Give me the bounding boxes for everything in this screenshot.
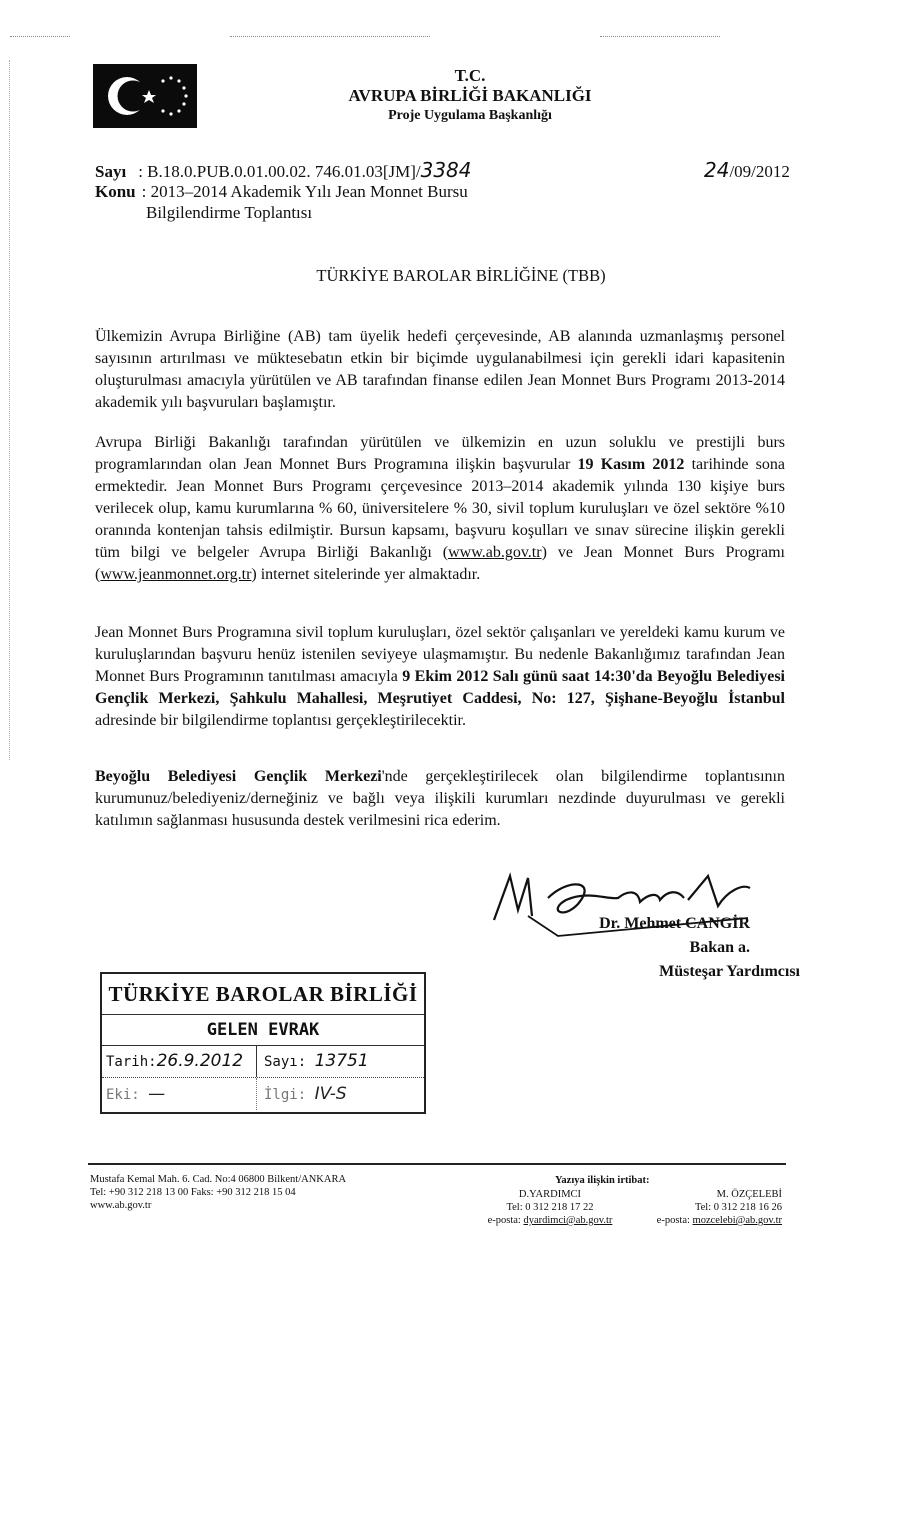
body-paragraph-4 [95, 766, 785, 832]
p3-text-a: Jean Monnet Burs Programına sivil toplum kuruluşları, özel sektör çalışanları ve yereldeki kamu kurum ve kuruluşlarından başvuru henüz istenilen seviyeye ulaşmamıştır. Bu nedenle Bakanlığımız tarafından Jean Monnet Burs Programının tanıtılması amacıyla [95, 624, 785, 685]
contact-1-name: D.YARDIMCI [518, 1189, 582, 1200]
footer-phones: Tel: +90 312 218 13 00 Faks: +90 312 218 15 04 [90, 1187, 296, 1198]
date-printed: /09/2012 [729, 162, 790, 181]
body-paragraph-3 [95, 622, 785, 732]
p2-deadline-date: 19 Kasım 2012 [577, 456, 685, 473]
footer-website[interactable]: www.ab.gov.tr [90, 1200, 152, 1211]
stamp-ilgi-label: İlgi: [264, 1087, 307, 1103]
sayi-handwritten: 3384 [420, 158, 472, 182]
sayi-label: Sayı [95, 162, 127, 181]
ministry-emblem-logo [93, 64, 197, 128]
p2-text-g: ) internet sitelerinde yer almaktadır. [251, 566, 481, 583]
footer-contact-1 [480, 1188, 620, 1227]
p3-text-c: adresinde bir bilgilendirme toplantısı gerçekleştirilecektir. [95, 712, 466, 729]
p4-text-b: 'nde gerçekleştirilecek olan bilgilendirme toplantısının kurumunuz/belediyeniz/derneğiniz ve bağlı veya ilişkili kurumları nezdinde duyurulması ve gerekli katılımın sağlanması hususunda destek verilmesini rica ederim. [95, 768, 785, 829]
p2-text-a: Avrupa Birliği Bakanlığı tarafından yürütülen ve ülkemizin en uzun soluklu ve prestijli burs programlarından olan Jean Monnet Burs Programına ilişkin başvurular [95, 434, 785, 473]
stamp-sayi-value: 13751 [314, 1051, 369, 1071]
scan-artifact [230, 36, 430, 37]
body-paragraph-1: Ülkemizin Avrupa Birliğine (AB) tam üyelik hedefi çerçevesinde, AB alanında uzmanlaşmış personel sayısının artırılması ve müktesebatın etkin bir biçimde uygulanabilmesi için gerekli idari kapasitenin oluşturulması amacıyla yürütülen ve AB tarafından finanse edilen Jean Monnet Burs Programı 2013-2014 akademik yılı başvuruları başlamıştır. [95, 328, 785, 411]
reference-konu-row [95, 181, 468, 202]
link-ab-gov[interactable]: www.ab.gov.tr [448, 544, 542, 561]
stamp-tarih-value: 26.9.2012 [156, 1051, 244, 1071]
p4-venue: Beyoğlu Belediyesi Gençlik Merkezi [95, 768, 382, 785]
stamp-eki-label: Eki: [106, 1087, 140, 1103]
stamp-eki-value: — [148, 1084, 166, 1104]
header-department: Proje Uygulama Başkanlığı [388, 108, 552, 123]
contact-2-name: M. ÖZÇELEBİ [716, 1189, 782, 1200]
stamp-sayi-label: Sayı: [264, 1054, 307, 1070]
signatory-title: Müsteşar Yardımcısı [659, 963, 800, 980]
stamp-row-eki-ilgi [102, 1078, 424, 1110]
sayi-value: : B.18.0.PUB.0.01.00.02. 746.01.03[JM]/ [138, 162, 421, 181]
contact-2-email[interactable]: mozcelebi@ab.gov.tr [692, 1215, 782, 1226]
scan-artifact [10, 36, 70, 37]
contact-2-email-label: e-posta: [656, 1215, 690, 1226]
stamp-row-tarih-sayi [102, 1045, 424, 1078]
reference-sayi-row [95, 160, 472, 182]
scan-artifact [9, 60, 10, 760]
footer-address: Mustafa Kemal Mah. 6. Cad. No:4 06800 Bilkent/ANKARA [90, 1174, 347, 1185]
konu-line-1: : 2013–2014 Akademik Yılı Jean Monnet Bursu [141, 182, 468, 201]
p2-text-c: tarihinde sona ermektedir. Jean Monnet Burs Programı çerçevesince 2013–2014 akademik yılında 130 kişiye burs verilecek olup, kamu kurumlarına % 60, üniversitelere % 30, sivil toplum kuruluşları ve özel sektöre %10 oranında kontenjan tahsis edilmiştir. Bursun kapsamı, başvuru koşulları ve sınav sürecine ilişkin gerekli tüm bilgi ve belgeler Avrupa Birliği Bakanlığı ( [95, 456, 785, 561]
stamp-subtitle: GELEN EVRAK [102, 1014, 424, 1046]
signature-block [500, 912, 800, 984]
header-ministry: AVRUPA BİRLİĞİ BAKANLIĞI [348, 86, 592, 105]
stamp-tarih-label: Tarih: [106, 1054, 157, 1070]
footer-address-block [90, 1173, 420, 1212]
contact-1-tel: Tel: 0 312 218 17 22 [506, 1202, 594, 1213]
body-paragraph-2 [95, 432, 785, 586]
contact-2-tel: Tel: 0 312 218 16 26 [694, 1202, 782, 1213]
document-date [704, 160, 790, 182]
konu-line-2: Bilgilendirme Toplantısı [146, 203, 313, 222]
signatory-name: Dr. Mehmet CANGİR [599, 915, 750, 932]
konu-label: Konu [95, 182, 136, 201]
stamp-ilgi-value: IV-S [314, 1084, 347, 1104]
scan-artifact [600, 36, 720, 37]
footer-divider [88, 1163, 786, 1165]
contact-1-email-label: e-posta: [487, 1215, 521, 1226]
recipient-heading: TÜRKİYE BAROLAR BİRLİĞİNE (TBB) [316, 266, 606, 285]
link-jeanmonnet[interactable]: www.jeanmonnet.org.tr [100, 566, 252, 583]
date-handwritten: 24 [704, 158, 730, 182]
footer-contact-2 [632, 1188, 782, 1227]
signatory-line-2: Bakan a. [689, 939, 750, 956]
footer-contact-title: Yazıya ilişkin irtibat: [555, 1175, 650, 1186]
p3-meeting-details: 9 Ekim 2012 Salı günü saat 14:30'da Beyoğlu Belediyesi Gençlik Merkezi, Şahkulu Mahallesi, Meşrutiyet Caddesi, No: 127, Şişhane-Beyoğlu İstanbul [95, 668, 786, 707]
contact-1-email[interactable]: dyardimci@ab.gov.tr [523, 1215, 613, 1226]
p2-text-e: ) ve Jean Monnet Burs Programı ( [95, 544, 785, 583]
stamp-title: TÜRKİYE BAROLAR BİRLİĞİ [108, 982, 418, 1006]
incoming-document-stamp [100, 972, 426, 1114]
header-country: T.C. [454, 66, 486, 85]
